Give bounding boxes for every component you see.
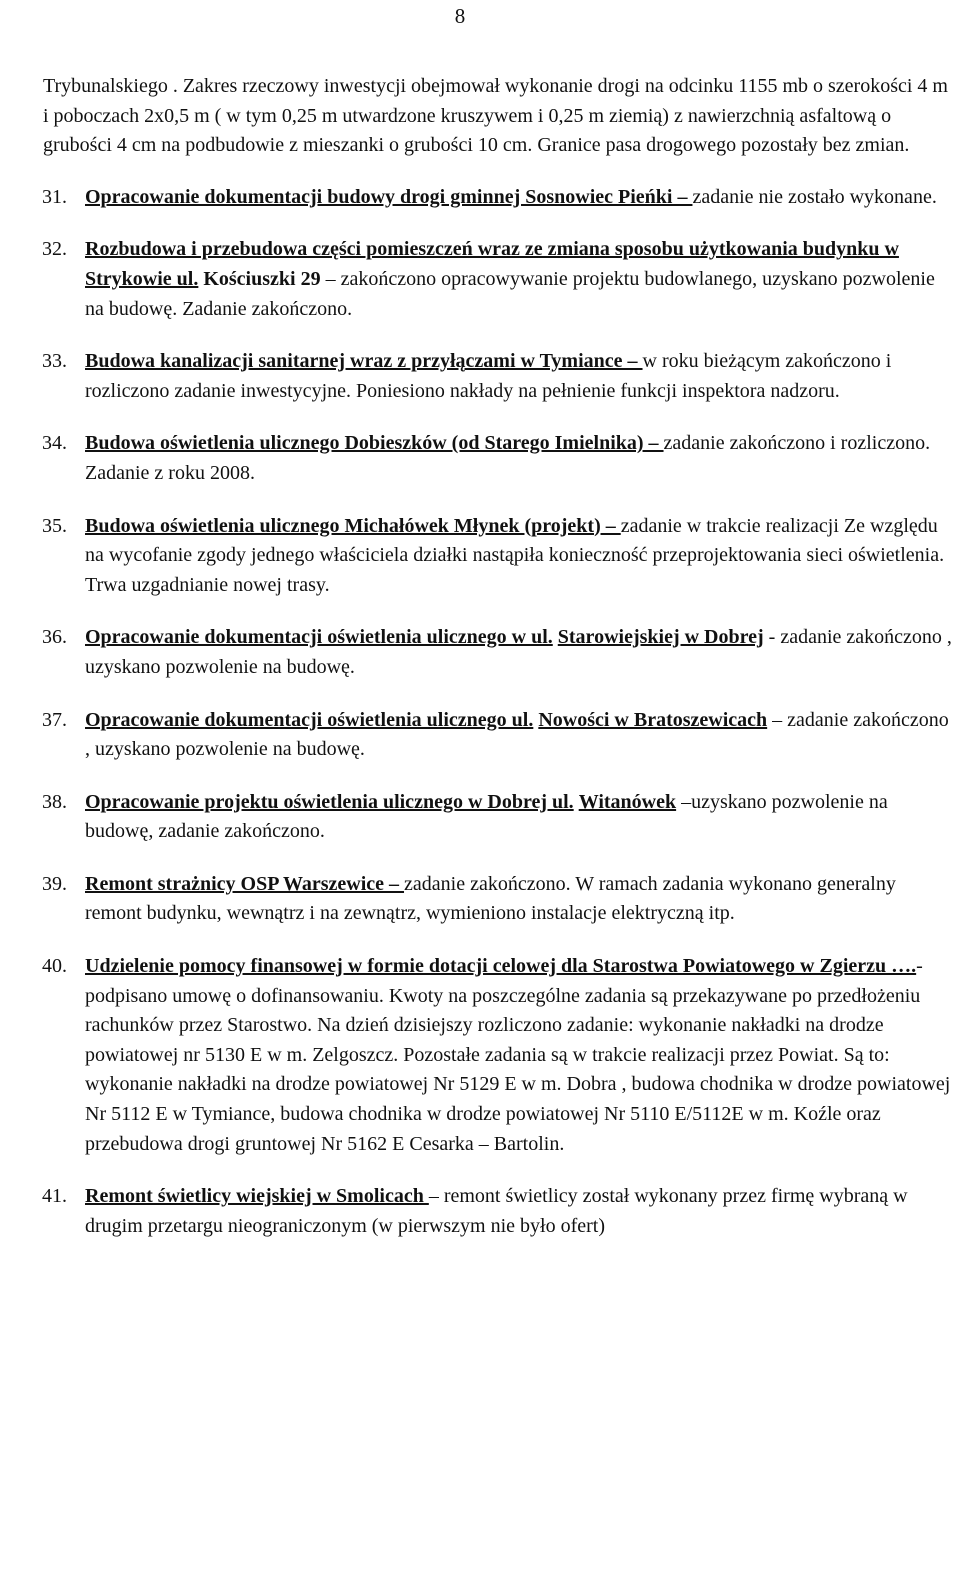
item-text: – remont świetlicy został wykonany przez firmę wybraną w drugim przetargu nieograniczonym (w pierwszym nie było ofert) [85, 1185, 908, 1237]
item-title-location: Nowości w Bratoszewicach [538, 708, 768, 731]
item-number: 31. [42, 185, 67, 208]
item-title-location: Starowiejskiej w Dobrej [557, 626, 764, 649]
item-title: Remont świetlicy wiejskiej w Smolicach [85, 1185, 429, 1208]
item-title: Budowa oświetlenia ulicznego Dobieszków (od Starego Imielnika) – [85, 432, 664, 455]
item-title: Opracowanie dokumentacji budowy drogi gminnej Sosnowiec Pieńki – [85, 185, 693, 208]
item-text: – zadanie zakończono , uzyskano pozwolenie na budowę. [85, 708, 949, 761]
item-title: Opracowanie dokumentacji oświetlenia ulicznego ul. [85, 708, 534, 731]
list-item [43, 512, 953, 601]
item-title: Rozbudowa i przebudowa części pomieszczeń wraz ze zmiana sposobu użytkowania budynku w Strykowie ul. [85, 238, 899, 290]
item-number: 36. [42, 626, 67, 649]
item-title: Opracowanie dokumentacji oświetlenia ulicznego w ul. [85, 626, 553, 649]
item-number: 34. [42, 432, 67, 455]
item-number: 37. [42, 708, 67, 731]
list-item [43, 623, 953, 682]
list-item [43, 706, 953, 765]
item-number: 32. [42, 238, 67, 261]
list-item [43, 183, 953, 213]
item-text: zadanie zakończono. W ramach zadania wykonano generalny remont budynku, wewnątrz i na zewnątrz, wymieniono instalacje elektryczną itp. [85, 872, 896, 925]
item-text: –uzyskano pozwolenie na budowę, zadanie zakończono. [85, 790, 888, 843]
list-item [43, 870, 953, 929]
item-title: Budowa kanalizacji sanitarnej wraz z przyłączami w Tymiance – [85, 350, 643, 373]
list-item [43, 1182, 953, 1241]
item-address: Kościuszki 29 [198, 267, 321, 290]
list-item [43, 788, 953, 847]
list-item [43, 429, 953, 488]
item-text: zadanie nie zostało wykonane. [692, 185, 937, 208]
list-item [43, 235, 953, 324]
item-text: zadanie w trakcie realizacji Ze względu na wycofanie zgody jednego właściciela działki nastąpiła konieczność przeprojektowania sieci oświetlenia. Trwa uzgadnianie nowej trasy. [85, 514, 945, 596]
item-number: 38. [42, 790, 67, 813]
list-item [43, 347, 953, 406]
item-text: - podpisano umowę o dofinansowaniu. Kwoty na poszczególne zadania są przekazywane po przedłożeniu rachunków przez Starostwo. Na dzień dzisiejszy rozliczono zadanie: wykonanie nakładki na drodze powiatowej nr 5130 E w m. Zelgoszcz. Pozostałe zadania są w trakcie realizacji przez Powiat. Są to: wykonanie nakładki na drodze powiatowej Nr 5129 E w m. Dobra , budowa chodnika w drodze powiatowej Nr 5112 E w Tymiance, budowa chodnika w drodze powiatowej Nr 5110 E/5112E w m. Koźle oraz przebudowa drogi gruntowej Nr 5162 E Cesarka – Bartolin. [85, 955, 951, 1155]
item-title: Budowa oświetlenia ulicznego Michałówek Młynek (projekt) – [85, 514, 621, 537]
item-title: Opracowanie projektu oświetlenia ulicznego w Dobrej ul. [85, 790, 574, 813]
item-text: - zadanie zakończono , uzyskano pozwolenie na budowę. [85, 626, 952, 678]
item-text: – zakończono opracowywanie projektu budowlanego, uzyskano pozwolenie na budowę. Zadanie zakończono. [85, 267, 935, 320]
intro-paragraph: Trybunalskiego . Zakres rzeczowy inwestycji obejmował wykonanie drogi na odcinku 1155 mb o szerokości 4 m i poboczach 2x0,5 m ( w tym 0,25 m utwardzone kruszywem i 0,25 m ziemią) z nawierzchnią asfaltową o grubości 4 cm na podbudowie z mieszanki o grubości 10 cm. Granice pasa drogowego pozostały bez zmian. [43, 75, 948, 157]
item-number: 33. [42, 350, 67, 373]
item-text: w roku bieżącym zakończono i rozliczono zadanie inwestycyjne. Poniesiono nakłady na pełnienie funkcji inspektora nadzoru. [85, 350, 892, 402]
item-number: 39. [42, 872, 67, 895]
item-title: Udzielenie pomocy finansowej w formie dotacji celowej dla Starostwa Powiatowego w Zgierzu …. [85, 955, 917, 978]
item-number: 41. [42, 1185, 67, 1208]
item-number: 40. [42, 955, 67, 978]
item-text: zadanie zakończono i rozliczono. Zadanie z roku 2008. [85, 432, 931, 484]
item-number: 35. [42, 514, 67, 537]
list-item [43, 952, 953, 1159]
item-title: Remont strażnicy OSP Warszewice – [85, 872, 405, 895]
document-body [43, 72, 953, 1264]
item-title-location: Witanówek [578, 790, 677, 813]
page-number: 8 [454, 4, 466, 28]
